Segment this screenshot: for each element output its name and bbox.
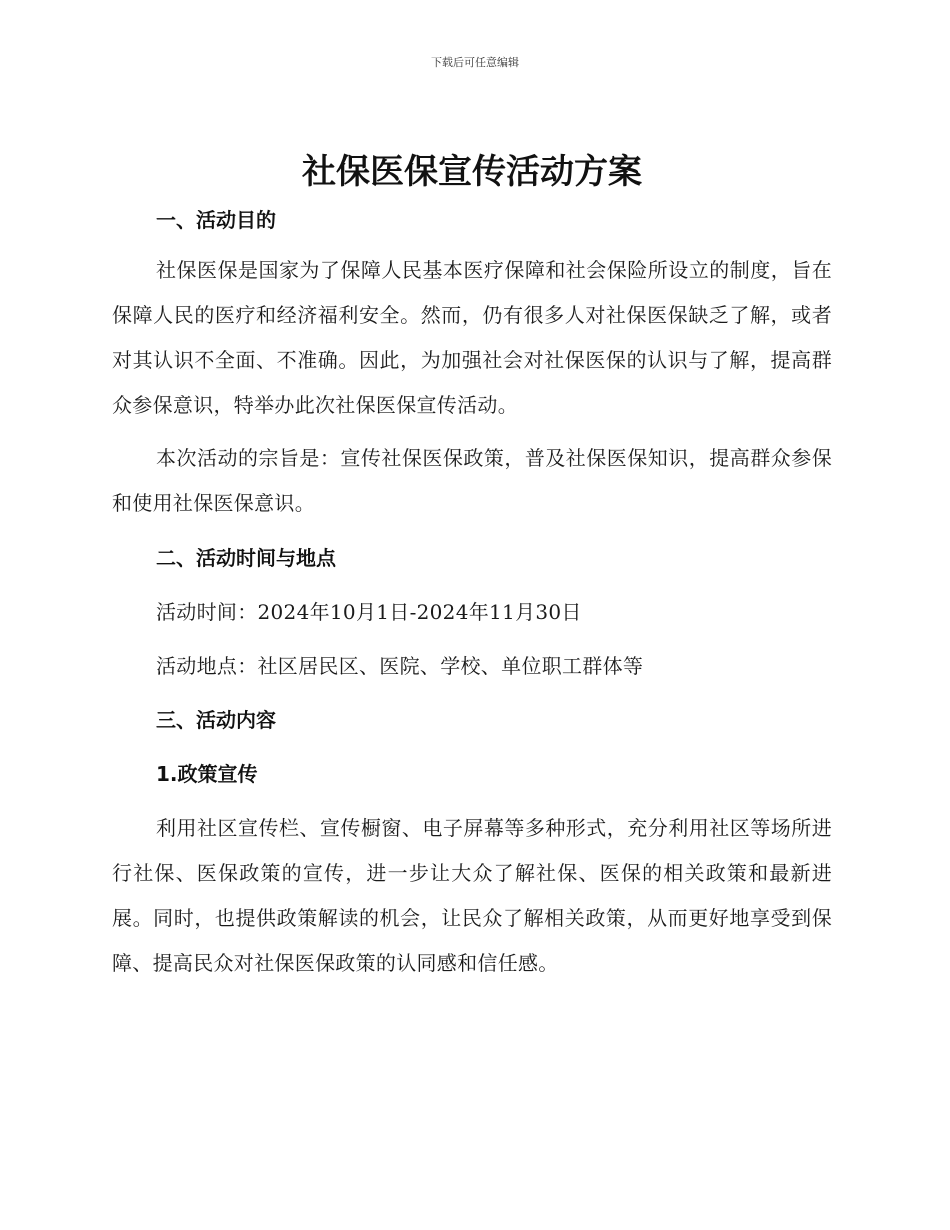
section-heading-content: 三、活动内容 [156, 708, 276, 732]
section-heading-time-place: 二、活动时间与地点 [156, 546, 336, 570]
paragraph-purpose-2: 本次活动的宗旨是：宣传社保医保政策，普及社保医保知识，提高群众参保和使用社保医保意识。 [112, 446, 832, 515]
paragraph-policy: 利用社区宣传栏、宣传橱窗、电子屏幕等多种形式，充分利用社区等场所进行社保、医保政策的宣传，进一步让大众了解社保、医保的相关政策和最新进展。同时，也提供政策解读的机会，让民众了解相关政策，从而更好地享受到保障、提高民众对社保医保政策的认同感和信任感。 [112, 816, 832, 975]
section-heading-purpose: 一、活动目的 [156, 208, 276, 232]
document-title: 社保医保宣传活动方案 [302, 152, 642, 192]
subsection-heading-policy: 1.政策宣传 [156, 762, 258, 786]
paragraph-purpose-1: 社保医保是国家为了保障人民基本医疗保障和社会保险所设立的制度，旨在保障人民的医疗和经济福利安全。然而，仍有很多人对社保医保缺乏了解，或者对其认识不全面、不准确。因此，为加强社会对社保医保的认识与了解，提高群众参保意识，特举办此次社保医保宣传活动。 [112, 258, 832, 417]
document-body [112, 146, 832, 986]
activity-place: 活动地点：社区居民区、医院、学校、单位职工群体等 [156, 654, 644, 678]
activity-time: 活动时间：2024年10月1日-2024年11月30日 [156, 600, 582, 624]
page-header-note: 下载后可任意编辑 [431, 56, 519, 69]
